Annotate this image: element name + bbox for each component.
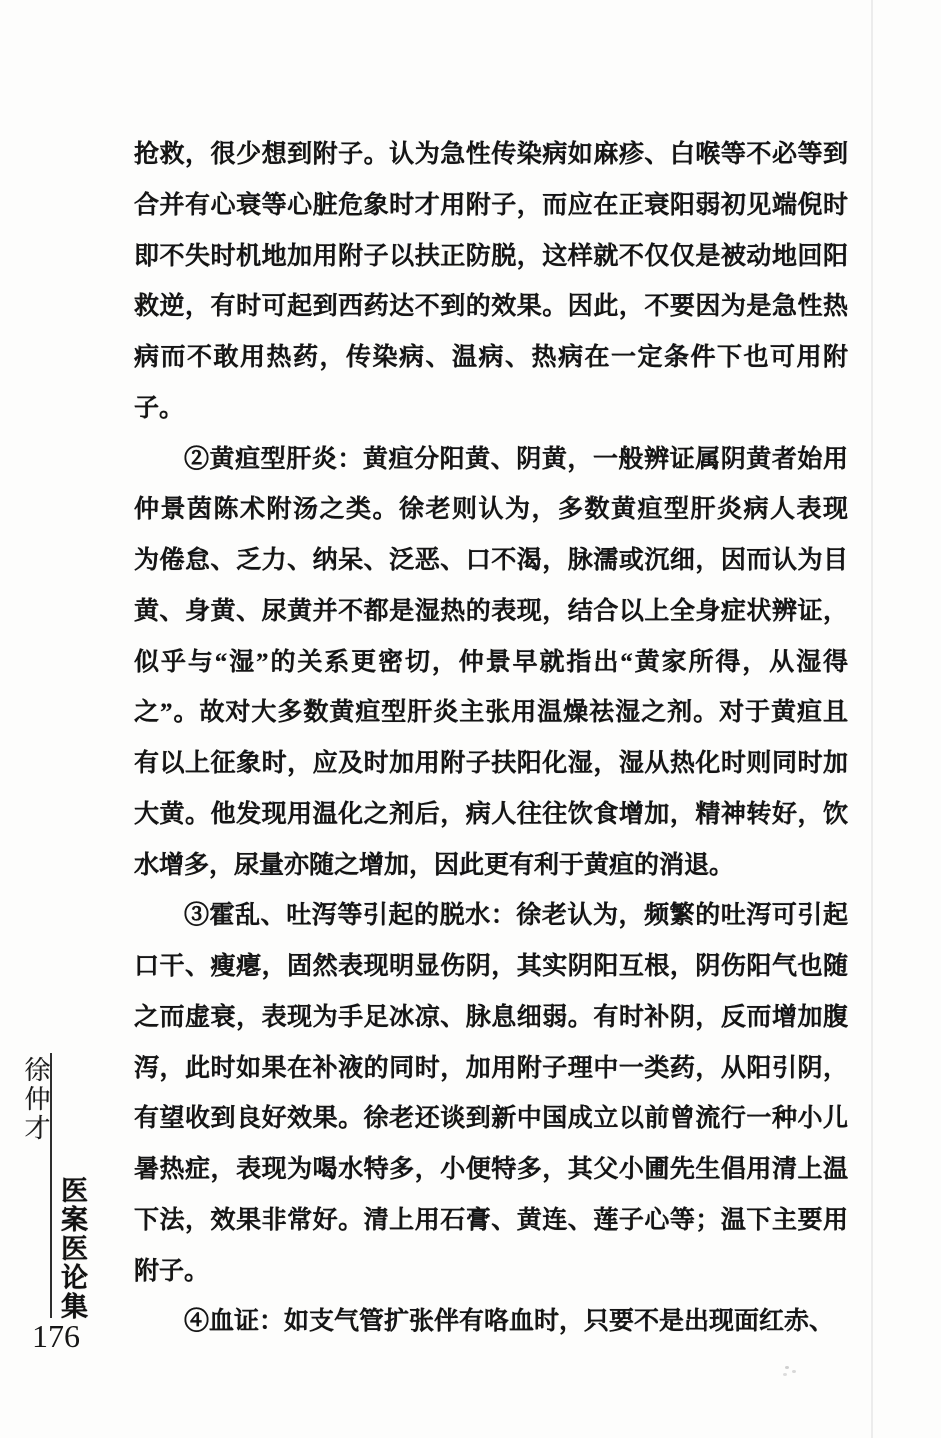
text-line: 为倦怠、乏力、纳呆、泛恶、口不渴，脉濡或沉细，因而认为目 xyxy=(134,547,848,574)
text-line: 之而虚衰，表现为手足冰凉、脉息细弱。有时补阴，反而增加腹 xyxy=(134,1003,848,1031)
text-line: 合并有心衰等心脏危象时才用附子，而应在正衰阳弱初见端倪时 xyxy=(134,191,848,219)
text-line: 暑热症，表现为喝水特多，小便特多，其父小圃先生倡用清上温 xyxy=(134,1156,848,1183)
text-line: 有望收到良好效果。徐老还谈到新中国成立以前曾流行一种小儿 xyxy=(134,1105,848,1133)
text-line: 黄、身黄、尿黄并不都是湿热的表现，结合以上全身症状辨证， xyxy=(134,597,848,625)
text-line: 似乎与“湿”的关系更密切，仲景早就指出“黄家所得，从湿得 xyxy=(134,648,848,676)
text-line: 附子。 xyxy=(134,1257,210,1285)
text-line: 抢救，很少想到附子。认为急性传染病如麻疹、白喉等不必等到 xyxy=(134,141,848,168)
text-line: ③霍乱、吐泻等引起的脱水：徐老认为，频繁的吐泻可引起 xyxy=(184,902,848,930)
text-line: 之”。故对大多数黄疸型肝炎主张用温燥祛湿之剂。对于黄疸且 xyxy=(134,699,848,727)
text-line: 水增多，尿量亦随之增加，因此更有利于黄疸的消退。 xyxy=(134,851,735,879)
text-line: ②黄疸型肝炎：黄疸分阳黄、阴黄，一般辨证属阴黄者始用 xyxy=(184,445,848,473)
text-line: 口干、瘦瘪，固然表现明显伤阴，其实阴阳互根，阴伤阳气也随 xyxy=(134,953,848,980)
text-line: 下法，效果非常好。清上用石膏、黄连、莲子心等；温下主要用 xyxy=(134,1206,848,1234)
text-line: ④血证：如支气管扩张伴有咯血时，只要不是出现面红赤、 xyxy=(184,1308,835,1336)
text-line: 病而不敢用热药，传染病、温病、热病在一定条件下也可用附 xyxy=(134,344,848,371)
spine-author-vertical: 徐仲才 xyxy=(21,1056,50,1143)
text-line: 仲景茵陈术附汤之类。徐老则认为，多数黄疸型肝炎病人表现 xyxy=(134,496,848,524)
page-text xyxy=(134,130,848,1348)
scan-edge-line xyxy=(871,0,873,1438)
text-line: 有以上征象时，应及时加用附子扶阳化湿，湿从热化时则同时加 xyxy=(134,750,848,777)
text-line: 救逆，有时可起到西药达不到的效果。因此，不要因为是急性热 xyxy=(134,293,848,321)
text-line: 即不失时机地加用附子以扶正防脱，这样就不仅仅是被动地回阳 xyxy=(134,242,848,270)
text-line: 子。 xyxy=(134,394,185,422)
page-number: 176 xyxy=(32,1318,80,1354)
spine-series-title-vertical: 医案医论集 xyxy=(57,1176,87,1321)
scan-smudge xyxy=(785,1366,789,1369)
text-line: 泻，此时如果在补液的同时，加用附子理中一类药，从阳引阴， xyxy=(134,1054,848,1082)
text-line: 大黄。他发现用温化之剂后，病人往往饮食增加，精神转好，饮 xyxy=(134,800,848,828)
spine-divider-line xyxy=(50,1053,52,1318)
